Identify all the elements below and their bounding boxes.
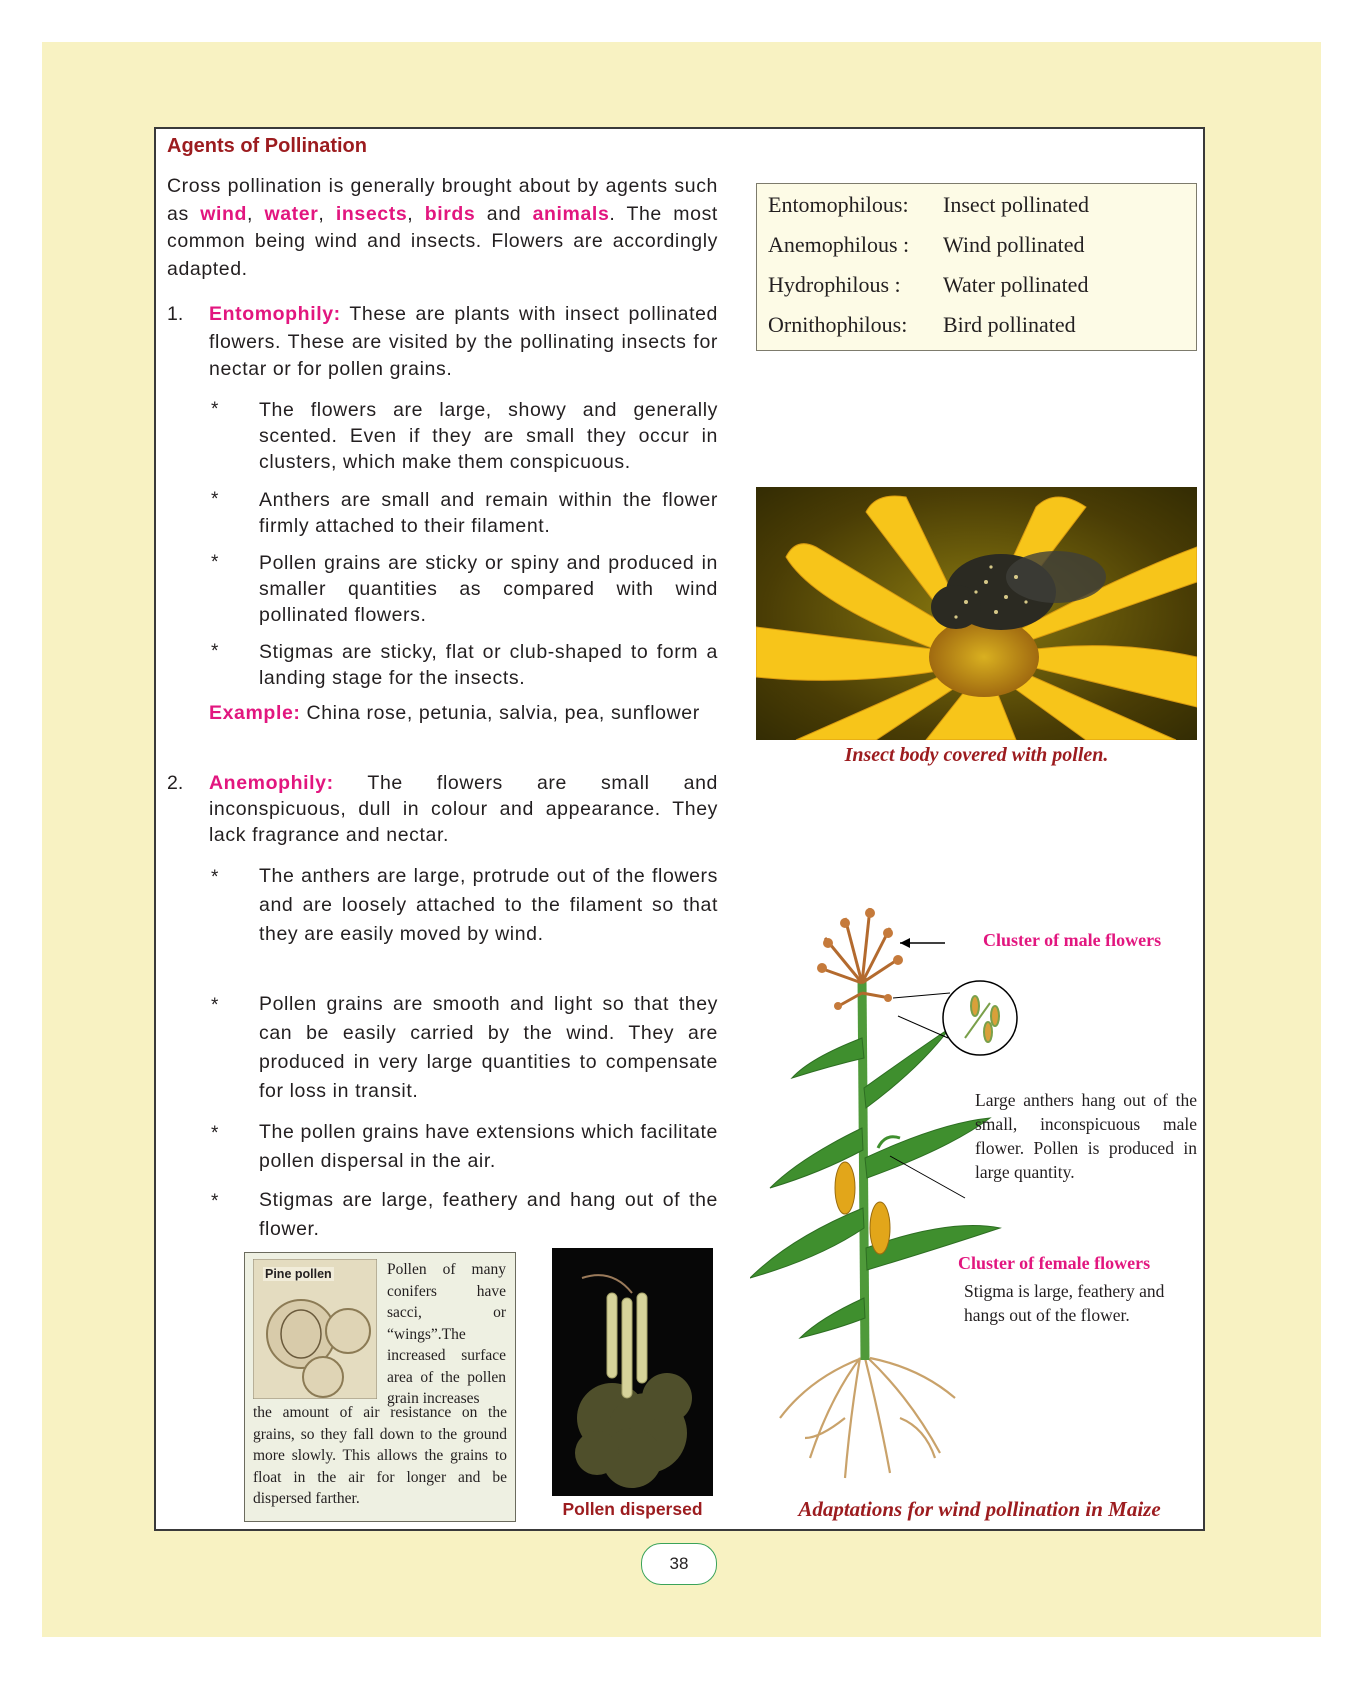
example-line: Example: China rose, petunia, salvia, pea, sunflower (209, 702, 700, 724)
pollen-dispersed-photo (552, 1248, 713, 1496)
keyword-wind: wind (200, 202, 248, 225)
maize-caption: Adaptations for wind pollination in Maize (798, 1497, 1161, 1521)
definition-meaning: Wind pollinated (943, 232, 1085, 257)
male-flowers-description: Large anthers hang out of the small, inconspicuous male flower. Pollen is produced in large quantity. (975, 1090, 1197, 1182)
section-heading: Agents of Pollination (167, 135, 367, 157)
bullet-text: Pollen grains are sticky or spiny and produced in smaller quantities as compared with wind pollinated flowers. (259, 552, 718, 626)
definitions-box (756, 183, 1197, 351)
maize-plant-illustration (750, 898, 1200, 1498)
anemophily-term: Anemophily: (209, 772, 334, 794)
female-flowers-label: Cluster of female flowers (958, 1253, 1151, 1273)
pollen-dispersed-caption: Pollen dispersed (562, 1499, 703, 1519)
entomophily-term: Entomophily: (209, 303, 341, 325)
item-number: 1. (167, 303, 184, 325)
definition-meaning: Water pollinated (943, 272, 1089, 297)
female-flowers-description: Stigma is large, feathery and hangs out of the flower. (964, 1281, 1165, 1325)
definition-term: Hydrophilous : (768, 272, 901, 297)
item-number: 2. (167, 772, 184, 794)
bullet-star: * (211, 399, 219, 420)
bee-caption: Insect body covered with pollen. (844, 744, 1109, 766)
definition-term: Entomophilous: (768, 192, 909, 217)
pine-pollen-label: Pine pollen (265, 1267, 332, 1281)
bullet-star: * (211, 552, 219, 573)
bullet-text: Pollen grains are smooth and light so that they can be easily carried by the wind. They are produced in very large quantities to compensate for loss in transit. (259, 993, 718, 1102)
bullet-text: The flowers are large, showy and generally scented. Even if they are small they occur in clusters, which make them conspicuous. (259, 399, 718, 473)
bullet-star: * (211, 995, 219, 1016)
page-number: 38 (641, 1543, 717, 1585)
keyword-insects: insects (335, 202, 408, 225)
pine-pollen-text-top: Pollen of many conifers have sacci, or “wings”.The increased surface area of the pollen grain increases (387, 1261, 506, 1407)
bullet-text: The pollen grains have extensions which facilitate pollen dispersal in the air. (259, 1121, 718, 1172)
definition-term: Ornithophilous: (768, 312, 908, 337)
bullet-star: * (211, 1191, 219, 1212)
keyword-animals: animals (532, 202, 610, 225)
keyword-water: water (264, 202, 319, 225)
definition-meaning: Insect pollinated (943, 192, 1090, 217)
bee-on-flower-photo (756, 487, 1197, 740)
anemophily-paragraph: Anemophily: The flowers are small and inconspicuous, dull in colour and appearance. They lack fragrance and nectar. (209, 772, 718, 846)
definition-term: Anemophilous : (768, 232, 910, 257)
entomophily-paragraph: Entomophily: These are plants with insect pollinated flowers. These are visited by the pollinating insects for nectar or for pollen grains. (209, 303, 718, 380)
definition-meaning: Bird pollinated (943, 312, 1076, 337)
male-flowers-label: Cluster of male flowers (983, 930, 1162, 950)
bullet-text: Stigmas are sticky, flat or club-shaped to form a landing stage for the insects. (259, 641, 718, 689)
pine-pollen-text-bottom: the amount of air resistance on the grains, so they fall down to the ground more slowly. This allows the grains to float in the air for longer and be dispersed farther. (253, 1404, 507, 1507)
bullet-text: Anthers are small and remain within the flower firmly attached to their filament. (259, 489, 718, 537)
bullet-star: * (211, 489, 219, 510)
bullet-text: The anthers are large, protrude out of the flowers and are loosely attached to the filament so that they are easily moved by wind. (259, 865, 718, 945)
bullet-star: * (211, 641, 219, 662)
bullet-text: Stigmas are large, feathery and hang out of the flower. (259, 1189, 718, 1240)
keyword-birds: birds (424, 202, 476, 225)
bullet-star: * (211, 1123, 219, 1144)
bullet-star: * (211, 867, 219, 888)
intro-paragraph: Cross pollination is generally brought about by agents such as wind, water, insects, birds and animals. The most common being wind and insects. Flowers are accordingly adapted. (167, 175, 718, 280)
pine-pollen-box (244, 1252, 516, 1522)
example-label: Example: (209, 702, 301, 724)
